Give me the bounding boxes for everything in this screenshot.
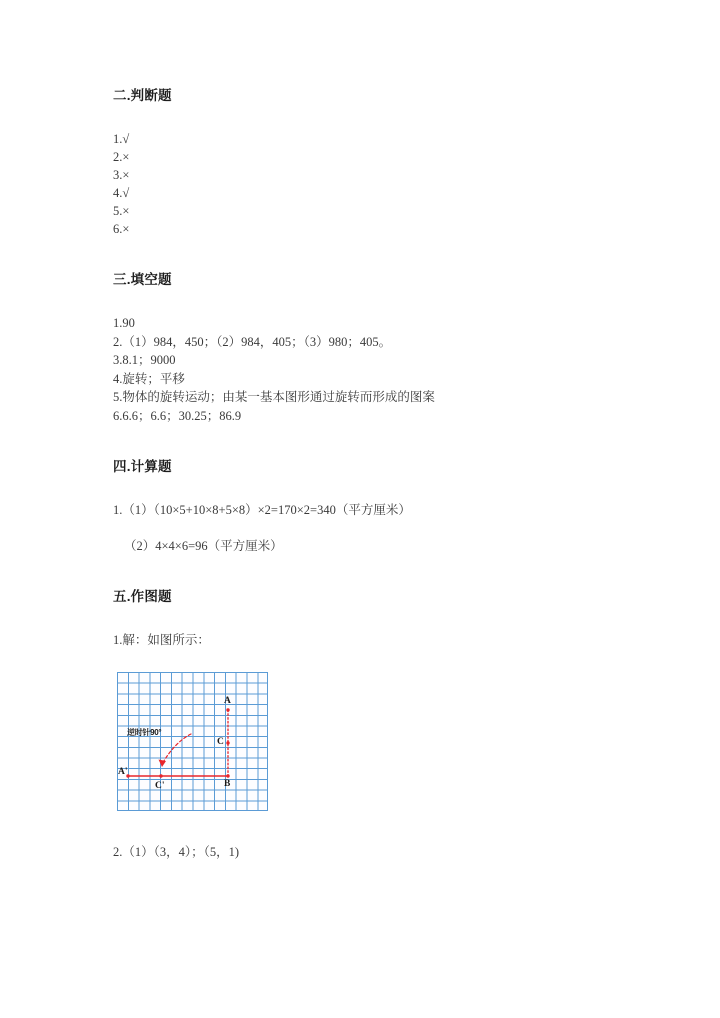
point-label-c-prime: C'	[155, 780, 165, 791]
answer-item: 3.8.1；9000	[113, 353, 176, 367]
answer-item: 4.旋转；平移	[113, 371, 185, 386]
spacer	[113, 288, 613, 314]
rotation-angle-label: 逆时针90°	[127, 727, 162, 737]
rotation-arc	[162, 734, 191, 764]
section-heading-calculation: 四.计算题	[113, 459, 172, 474]
spacer	[113, 520, 613, 537]
spacer	[113, 555, 613, 585]
answer-item: 5.物体的旋转运动；由某一基本图形通过旋转而形成的图案	[113, 390, 435, 404]
fill-in-blank-answer-list	[113, 314, 613, 425]
answer-item: 2.×	[113, 150, 130, 164]
answer-item: 1.√	[113, 132, 130, 146]
point-dot-a	[226, 708, 229, 711]
calculation-item: （2）4×4×6=96（平方厘米）	[124, 538, 283, 553]
answer-item: 5.×	[113, 204, 130, 218]
answer-key-content	[113, 84, 613, 861]
point-label-a: A	[224, 695, 231, 706]
rotation-arrowhead	[159, 759, 167, 767]
calculation-item: 1.（1）（10×5+10×8+5×8）×2=170×2=340（平方厘米）	[113, 503, 411, 517]
answer-item: 1.90	[113, 316, 135, 330]
section-heading-fill-in-blank: 三.填空题	[113, 272, 172, 287]
point-label-b: B	[224, 778, 231, 789]
answer-item: 3.×	[113, 168, 130, 182]
true-false-answer-list	[113, 130, 613, 238]
drawing-answer-text: 2.（1）（3，4）；（5，1)	[113, 844, 240, 859]
spacer	[113, 238, 613, 268]
figure-drawing	[117, 672, 273, 817]
spacer	[113, 817, 613, 843]
rotation-grid-figure	[117, 672, 273, 817]
spacer	[113, 104, 613, 130]
answer-item: 6.×	[113, 222, 130, 236]
answer-item: 4.√	[113, 186, 130, 200]
answer-item: 6.6.6；6.6；30.25；86.9	[113, 408, 242, 423]
point-dot-c	[226, 741, 229, 744]
point-label-c: C	[217, 736, 224, 747]
point-label-a-prime: A'	[118, 766, 128, 777]
answer-item: 2.（1）984，450；（2）984，405；（3）980；405。	[113, 334, 392, 349]
spacer	[113, 425, 613, 455]
drawing-intro-text: 1.解：如图所示：	[113, 633, 210, 647]
point-dot-b	[226, 774, 229, 777]
section-heading-drawing: 五.作图题	[113, 589, 172, 604]
point-dot-cprime	[159, 774, 162, 777]
spacer	[113, 605, 613, 631]
section-heading-true-false: 二.判断题	[113, 88, 172, 103]
spacer	[113, 475, 613, 501]
